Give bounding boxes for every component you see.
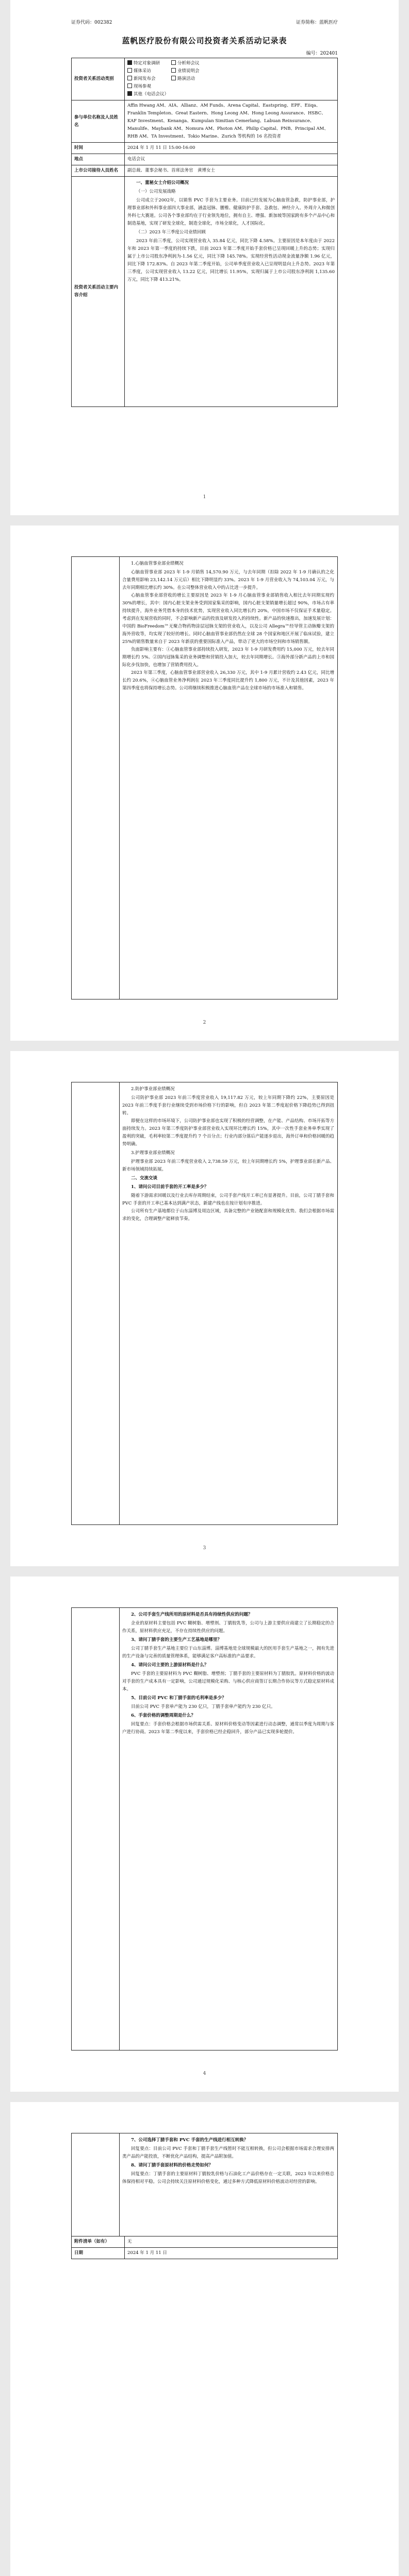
category-label: 投资者关系活动类别 (72, 58, 125, 100)
document-number: 编号：202401 (306, 51, 338, 56)
answer: 目前公司 PVC 手套单产能为 230 亿只，丁腈手套单产能约为 230 亿只。 (131, 1704, 275, 1709)
question: 7、公司选择丁腈手套和 PVC 手套的生产线进行相互转换？ (131, 2138, 249, 2143)
attachment-value: 无 (125, 2236, 338, 2248)
checkbox-icon (127, 83, 132, 88)
document-page-3 (10, 1051, 399, 1566)
document-page-1 (10, 0, 399, 515)
paragraph: 2023 年前三季度，公司实现营业收入 35.84 亿元，同比下降 4.58%。主要原因是本年度由于 2022 年和 2023 年第一季度的持续下跌，目前 2023 年第二季度开始手套价格已呈现回暖上升的态势；实现归属于上市公司股东净利润为-1.56 亿元，同比下降 145.78%。实现经营性活动现金流量净额 1.96 亿元，同比下降 172.83%。自 2023 年第二季度开始，公司单季度营业收入已呈现明显向上升态势。2023 年第三季度，公司实现营业收入 13.22 亿元，同比增长 11.95%，实现归属于上市公司股东净利润 1,135.60 万元，同比下降 413.21%。 (127, 239, 335, 282)
paragraph: 公司防护事业部 2023 年前三季度营业收入 19,117.82 万元，较上年同期下降约 22%，主要原因是 2023 年前三季度手套行业继续受到市场价格下行的影响，但自 2023 年第二季度起价格下降趋势已得到扭转。 (122, 1095, 334, 1116)
document-page-2 (10, 526, 399, 1041)
category-option[interactable]: 分析师会议 (171, 60, 215, 67)
checkbox-checked-icon (127, 60, 132, 65)
answer: 回复要点：手套价格会根据市场供需关系、原材料价格变动等因素进行动态调整，通常以季度为周期与客户进行协商。2023 年第二季度以来，手套价格已经企稳回升，部分产品已实现多轮提价。 (122, 1722, 334, 1735)
paragraph: 护理事业部 2023 年前三季度营业收入 2,738.59 万元，较上年同期增长约 5%，护理事业部在新产品、新市场领域持续拓展。 (122, 1159, 334, 1172)
checkbox-icon (171, 60, 176, 65)
content-label: 投资者关系活动主要内容介绍 (72, 177, 125, 407)
place-row (72, 154, 338, 165)
paragraph: 心脑血管事业部营收的增长主要原因是 2023 年 1-9 月心脑血管事业部销售收入相比去年同期实现约 30%的增长，其中：国内心脏支架业务受到国家集采的影响，国内心脏支架销量增长超过 90%，市场占有率持续提升，海外业务凭借本身的技术优势，实现营业收入同比增长约 20%，中国市场不仅保证手术量稳定。考虑到在发展营收的同时，不会影响新产品的投放及研发投入的持续性。新产品的快速推出，加速发展计划：中国的 BioFreedom™无聚合物药物涂层冠脉支架的营业收入，以及公司 Allegra™经导管主动脉瓣支架的海外营收等，均实现了较好的增长。同时心脑血管事业部仍然在全球 28 个国家和地区开展了临床试验，建立 25%的销售数量来自于 2023 年新获的重要国际准入产品，带动了更大的市场空间和市场销售额。 (122, 593, 334, 645)
answer: 随着下游需求回暖以及行业去库存周期结束，公司手套产线开工率已有显著提升。目前，公司丁腈手套和 PVC 手套的开工率已基本达到满产状态，新建产线也在按计划有序推进。 (122, 1193, 334, 1206)
subsection-heading: 1.心脑血管事业部业绩概况 (131, 561, 184, 566)
page-number: 2 (203, 1020, 206, 1025)
category-option[interactable]: 其他（电话会议） (127, 91, 335, 98)
answer: 回复要点：丁腈手套的主要原材料丁腈胶乳价格与石油化工产品价格存在一定关联，2023 年以来价格总体保持相对平稳。公司会持续关注原材料价格变化，通过多种方式降低原材料价格波动对经营的影响。 (122, 2172, 334, 2184)
participants-row (72, 100, 338, 143)
question: 1、请问公司目前手套的开工率是多少？ (131, 1184, 209, 1190)
content-continuation (71, 1082, 338, 1525)
place-label: 地点 (72, 154, 125, 165)
content-continuation (71, 2133, 338, 2236)
paragraph: 负面影响主要有：①心脑血管事业部持续投入研发，2023 年 1-9 月研发费用约 15,000 万元，较去年同期增长约 5%。②国内冠脉集采的业务调整和营销投入加大，较去年同期增长。③海外部分新产品的上市和国际化步伐加快，也增加了营销费用投入。 (122, 647, 334, 668)
page-number: 4 (203, 2071, 206, 2076)
paragraph: 即便在这样的市场环境下，公司防护事业部也实现了积极的经营调整，在产能、产品结构、市场开拓等方面持续发力。2023 年第三季度防护事业部营业收入实现环比增长约 15%，其中一次性手套业务单季实现了盈利的突破，毛利率较第二季度提升约 7 个百分点；行业内部分落后产能逐步退出，海外订单和价格回暖的趋势明确。 (122, 1118, 334, 1147)
subsection-heading: 3.护理事业部业绩概况 (131, 1150, 175, 1156)
content-continuation (71, 1607, 338, 2050)
page-number: 1 (203, 495, 206, 500)
answer: 回复要点：目前公司 PVC 手套和丁腈手套生产线暂时不能互相转换，但公司会根据市场需求合理安排两类产品的产能投放，不断优化产品结构，提高产品附加值。 (122, 2146, 334, 2159)
time-value: 2024 年 1 月 11 日 15:00-16:00 (125, 143, 338, 154)
participants-value: Affin Hwang AM、AIA、Allianz、AM Funds、Arena Capital、Eastspring、EPF、Eiiqa、Franklin Templeton、Great Eastern、Hong Leong AM、Hong Leong Assurance、HSBC、KAF Investment、Kenanga、Kumpulan Simitian Cemerlang、Labuan Reinsurance、Manulife、Maybank AM、Nomura AM、Photon AM、Philip Capital、PNB、Principal AM、RHB AM、TA Investment、Tokio Marine、Zurich 等机构的 16 名投资者 (125, 100, 338, 143)
paragraph: 公司成立于2002年，以销售 PVC 手套为主要业务。目前已经发展为心脑血管急救，防护事业部，护理事业部和外科事业部四大事业部，涵盖冠脉、腰椎、健康防护手套、急救包、神经介入、外周介入和微创外科七大赛道。公司各个事业部均在于行业领先地位，拥有自主、增强、新加坡等国家跨有多个产品中心和制造基地，实现了研发全球化，制造全球化，市场全球化，人才国际化。 (127, 198, 335, 226)
category-option[interactable]: 业绩说明会 (171, 67, 215, 75)
footer-table (71, 2236, 338, 2259)
participants-label: 参与单位名称及人员姓名 (72, 100, 125, 143)
question: 6、手套价格的调整周期是什么？ (131, 1713, 195, 1718)
date-value: 2024 年 1 月 11 日 (125, 2248, 338, 2259)
subsection-heading: 2.防护事业部业绩概况 (131, 1087, 175, 1092)
content-continuation (71, 556, 338, 999)
question: 5、目前公司 PVC 和丁腈手套的毛利率是多少？ (131, 1696, 226, 1701)
subsection-heading: （一）公司发展战略 (136, 189, 176, 194)
category-option[interactable]: 特定对象调研 (127, 60, 171, 67)
answer: 公司所有生产基地都位于山东淄博及周边区域，具备完整的产业链配套和规模化优势。我们会根据市场需求的变化，合理调整产能释放节奏。 (122, 1209, 334, 1222)
section-heading: 一、董秘女士介绍公司概况 (136, 180, 189, 185)
question: 2、公司手套生产线所用的原材料是否具有持续性供应的问题？ (131, 1612, 253, 1617)
answer: 公司丁腈手套生产基地主要位于山东淄博。淄博基地是全球规模最大的医用手套生产基地之一，拥有先进的生产设备与完善的质量管理体系，能够满足客户高标准的产品要求。 (122, 1646, 334, 1659)
content-row (72, 177, 338, 407)
reception-value: 副总裁、董事会秘书、首席法务官 黄博女士 (125, 165, 338, 177)
document-page-4 (10, 1577, 399, 2092)
category-option[interactable]: 新闻发布会 (127, 75, 171, 83)
stock-code: 证券代码：002382 (71, 20, 112, 25)
question: 8、请问丁腈手套原材料的价格走势如何？ (131, 2163, 213, 2168)
content-value (125, 177, 338, 407)
question: 3、请问丁腈手套的主要生产工艺基地是哪里？ (131, 1637, 222, 1642)
category-option[interactable]: 媒体采访 (127, 67, 171, 75)
page-number: 3 (203, 1546, 206, 1551)
subsection-heading: （二）2023 年三季度公司业绩回顾 (136, 230, 206, 235)
reception-label: 上市公司接待人员姓名 (72, 165, 125, 177)
date-row (72, 2248, 338, 2259)
date-label: 日期 (72, 2248, 125, 2259)
time-label: 时间 (72, 143, 125, 154)
answer: PVC 手套的主要原材料为 PVC 糊树脂、增塑剂；丁腈手套的主要原材料为丁腈胶乳。原材料价格的波动对手套的生产成本具有一定影响，公司通过规模化采购、与核心供应商签订长期合作协议等方式稳定原材料成本。 (122, 1671, 334, 1692)
paragraph: 2023 年第三季度，心脑血管事业部营业收入 26,330 万元，其中 1-9 月累计营收约 2.43 亿元，同比增长约 20.6%，④心脑血管业务净利润在 2023 年三季度同比提升约 1,800 万元，不计及其他因素，2023 年第四季度也将保持增长态势。公司将继续积极推进心脑血管产品在全球市场的市场准入和销售。 (122, 670, 334, 691)
time-row (72, 143, 338, 154)
attachment-label: 附件清单（如有） (72, 2236, 125, 2248)
paragraph: 心脑血管事业部 2023 年 1-9 月销售 14,570.90 万元，与去年同期（扣除 2022 年 1-9 月确认的之化合量费用影响 23,142.14 万元后）相比下降明显约 33%。2023 年 1-9 月营业收入为 74,103.04 万元，与去年同期相比增长约 30%。在公司整体营业收入中的占比进一步提升。 (122, 570, 334, 590)
category-options (125, 58, 338, 100)
category-option[interactable]: 路演活动 (171, 75, 215, 83)
page-header (71, 19, 338, 25)
stock-name: 证券简称：蓝帆医疗 (296, 20, 338, 25)
place-value: 电话会议 (125, 154, 338, 165)
record-table (71, 58, 338, 407)
category-row (72, 58, 338, 100)
checkbox-checked-icon (127, 91, 132, 96)
question: 4、请问公司主要的上游原材料是什么？ (131, 1663, 209, 1668)
reception-row (72, 165, 338, 177)
checkbox-icon (171, 76, 176, 80)
document-title: 蓝帆医疗股份有限公司投资者关系活动记录表 (122, 36, 287, 45)
section-heading: 二、交流交谈 (131, 1176, 158, 1181)
answer: 企业的原材料主要包括 PVC 糊树脂、增塑剂、丁腈胶乳等，公司与上游主要供应商建立了长期稳定的合作关系，原材料供应充足，不存在持续性供应的问题。 (122, 1621, 334, 1634)
checkbox-icon (171, 68, 176, 73)
category-option[interactable]: 现场参观 (127, 83, 171, 91)
checkbox-icon (127, 76, 132, 80)
attachment-row (72, 2236, 338, 2248)
checkbox-icon (127, 68, 132, 73)
document-page-5 (10, 2102, 399, 2576)
